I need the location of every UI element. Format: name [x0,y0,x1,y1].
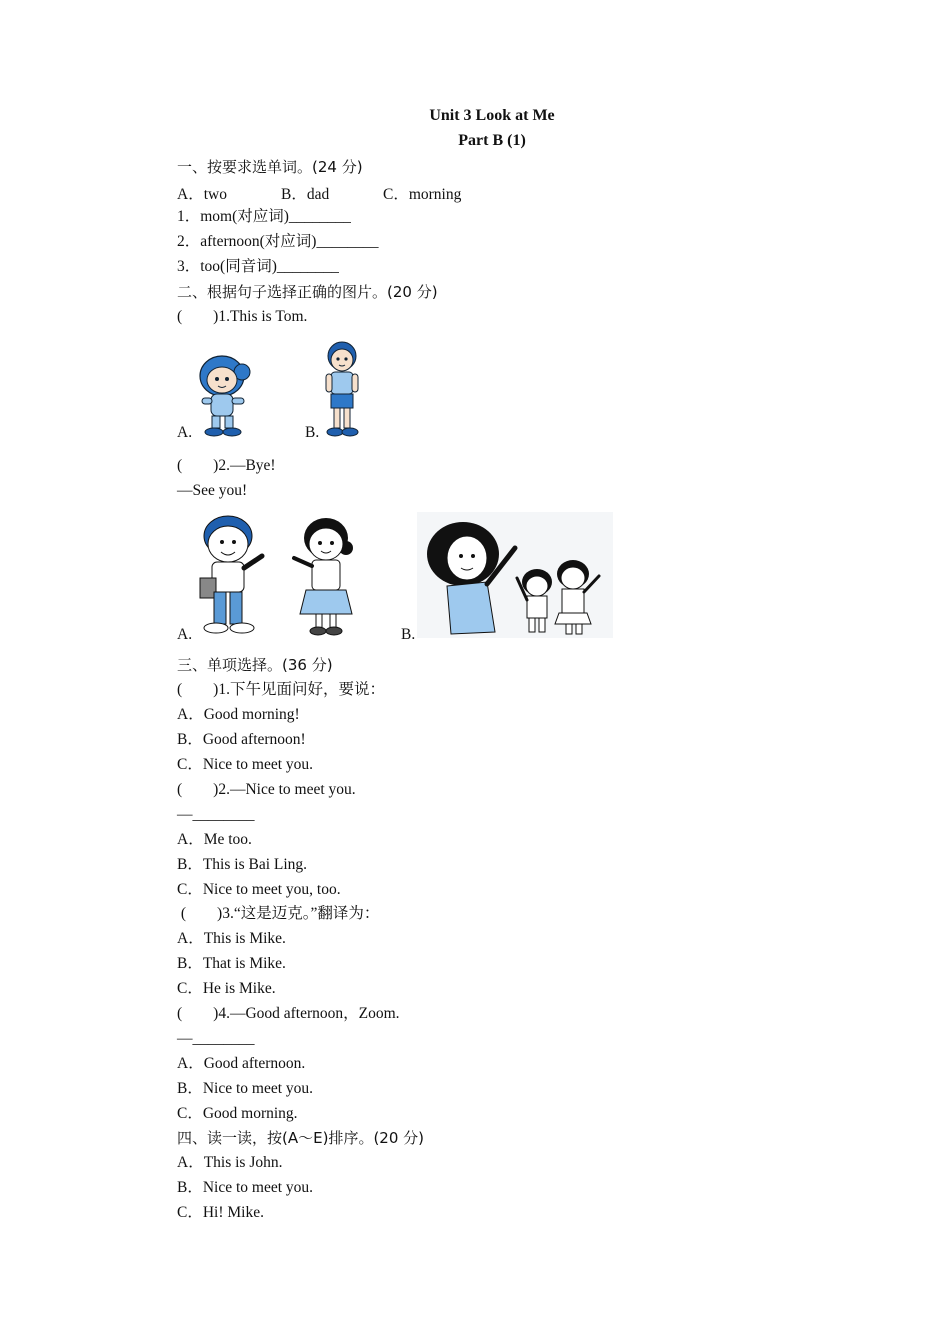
section3-q3-choice-c: C．He is Mike. [177,980,276,997]
section3-q4-blank: —________ [177,1030,255,1047]
section3-heading: 三、单项选择。(36 分) [177,656,333,674]
section3-q1-choice-b: B．Good afternoon! [177,731,306,748]
section3-q1-choice-c: C．Nice to meet you. [177,756,314,773]
section3-q4-stem: ( )4.—Good afternoon，Zoom. [177,1005,400,1022]
unit-title: Unit 3 Look at Me [429,107,555,124]
boy-and-girl-picture [194,512,360,640]
section1-option-a: A．two [177,186,227,203]
section1-item-2: 2．afternoon(对应词)________ [177,233,379,250]
section1-heading: 一、按要求选单词。(24 分) [177,158,363,176]
section3-q3-stem: ( )3.“这是迈克。”翻译为： [177,905,380,922]
section3-q3-choice-b: B．That is Mike. [177,955,286,972]
section3-q1-choice-a: A．Good morning! [177,706,300,723]
section3-q3-choice-a: A．This is Mike. [177,930,286,947]
section2-q1-stem: ( )1.This is Tom. [177,308,308,325]
section1-option-c: C．morning [383,186,462,203]
section1-item-1: 1．mom(对应词)________ [177,208,351,225]
section2-q1-label-b: B. [305,424,320,441]
section3-q2-stem: ( )2.—Nice to meet you. [177,781,356,798]
section4-item-c: C．Hi! Mike. [177,1204,264,1221]
part-subtitle: Part B (1) [458,132,526,149]
section3-q2-blank: —________ [177,806,255,823]
section3-q2-choice-b: B．This is Bai Ling. [177,856,308,873]
section2-q2-stem: ( )2.—Bye! [177,457,276,474]
girl-picture [192,352,256,438]
section2-q2-label-a: A. [177,626,193,643]
section4-heading: 四、读一读，按(A～E)排序。(20 分) [177,1129,425,1147]
section1-item-3: 3．too(同音词)________ [177,258,339,275]
section3-q4-choice-b: B．Nice to meet you. [177,1080,314,1097]
section2-q2-label-b: B. [401,626,416,643]
section2-heading: 二、根据句子选择正确的图片。(20 分) [177,283,438,301]
section3-q4-choice-a: A．Good afternoon. [177,1055,306,1072]
section3-q2-choice-a: A．Me too. [177,831,252,848]
section3-q4-choice-c: C．Good morning. [177,1105,298,1122]
section2-q1-label-a: A. [177,424,193,441]
section4-item-a: A．This is John. [177,1154,283,1171]
boy-picture [322,340,362,438]
section1-option-b: B．dad [281,186,330,203]
section2-q2-reply: —See you! [177,482,248,499]
section3-q1-stem: ( )1.下午见面问好，要说： [177,681,385,698]
teacher-and-children-picture [417,512,613,638]
section3-q2-choice-c: C．Nice to meet you, too. [177,881,341,898]
section4-item-b: B．Nice to meet you. [177,1179,314,1196]
